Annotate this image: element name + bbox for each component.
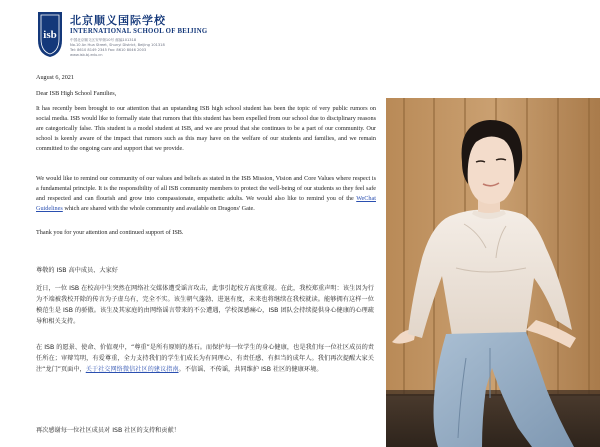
paragraph-text: 。不信谣、不传谣，共同维护 ISB 社区的健康环境。 bbox=[178, 366, 323, 373]
chinese-closing: 再次感谢每一位社区成员对 ISB 社区的支持和贡献！ bbox=[36, 427, 180, 434]
letter-date: August 6, 2021 bbox=[36, 74, 74, 81]
school-name-chinese: 北京顺义国际学校 bbox=[70, 14, 166, 27]
address-line: 中国北京顺义区安华街10号 邮编101318 bbox=[70, 38, 137, 42]
website-line: www.isb.bj.edu.cn bbox=[70, 53, 103, 57]
paragraph-text: We would like to remind our community of our values and beliefs as stated in the ISB Mission, Vision and Core Values where respect is a fundamental principle. It is the responsibility of all ISB community members to protect the well-being of our students so they feel safe and respected and can flourish and grow into compassionate, empathetic adults. We would also like to remind you of the bbox=[36, 175, 376, 202]
crest-label: isb bbox=[43, 29, 57, 41]
student-photo bbox=[386, 98, 600, 447]
paragraph-rumor-statement: It has recently been brought to our attention that an upstanding ISB high school student has been the topic of very public rumors on social media. ISB would like to formally state that rumors that this student has been expelled from our school due to disciplinary reasons are categorically false. This student is a model student at ISB, and we are proud that she continues to be a part of our community. Our school is keenly aware of the impact that rumors such as this may have on the welfare of our students and families, and we remain committed to the ongoing care and support that we provide. bbox=[36, 105, 376, 152]
chinese-guidelines-link[interactable]: 关于社交网络微信社区的建议指南 bbox=[85, 366, 179, 373]
portrait-image bbox=[386, 98, 600, 447]
address-line: Tel: 8610 8149 2345 Fax: 8610 8046 2003 bbox=[70, 48, 147, 52]
school-crest-icon bbox=[36, 10, 64, 58]
thank-you-line: Thank you for your attention and continued support of ISB. bbox=[36, 229, 184, 236]
chinese-paragraph-values bbox=[36, 342, 374, 375]
school-name-english: INTERNATIONAL SCHOOL OF BEIJING bbox=[70, 28, 208, 35]
paragraph-text: 在 ISB 的愿景、使命、价值观中，“尊重”是所有原则的基石。而保护每一位学生的身心健康，也是我们每一位社区成员的责任所在；审辩笃明，有爱尊重，全力支持我们的学生们成长为有同理心、有责任感、有担当的成年人。我们再次提醒大家关注“龙门”页面中， bbox=[36, 344, 374, 373]
chinese-greeting: 尊敬的 ISB 高中成员、大家好 bbox=[36, 267, 118, 274]
wechat-guidelines-link[interactable]: WeChat Guidelines bbox=[36, 195, 376, 212]
chinese-paragraph-statement: 近日，一位 ISB 在校高中生突然在网络社交媒体遭受谣言攻击，此事引起校方高度重视。在此，我校郑重声明：该生因为行为不端被我校开除的传言为子虚乌有，完全不实。该生朝气蓬勃、进退有度，未来也将继续在我校就读。能够拥有这样一位模范生是 ISB 的骄傲。该生及其家庭的由网络谣言带来的不公遭遇，学校深感痛心，ISB 团队会持续提供身心健康的心理疏导和相关支持。 bbox=[36, 285, 374, 325]
paragraph-community-values bbox=[36, 174, 376, 214]
letterhead bbox=[36, 10, 236, 60]
paragraph-text: which are shared with the whole community and available on Dragons' Gate. bbox=[62, 205, 255, 212]
salutation: Dear ISB High School Families, bbox=[36, 90, 117, 97]
address-line: No.10 An Hua Street, Shunyi District, Beijing 101318 bbox=[70, 43, 165, 47]
